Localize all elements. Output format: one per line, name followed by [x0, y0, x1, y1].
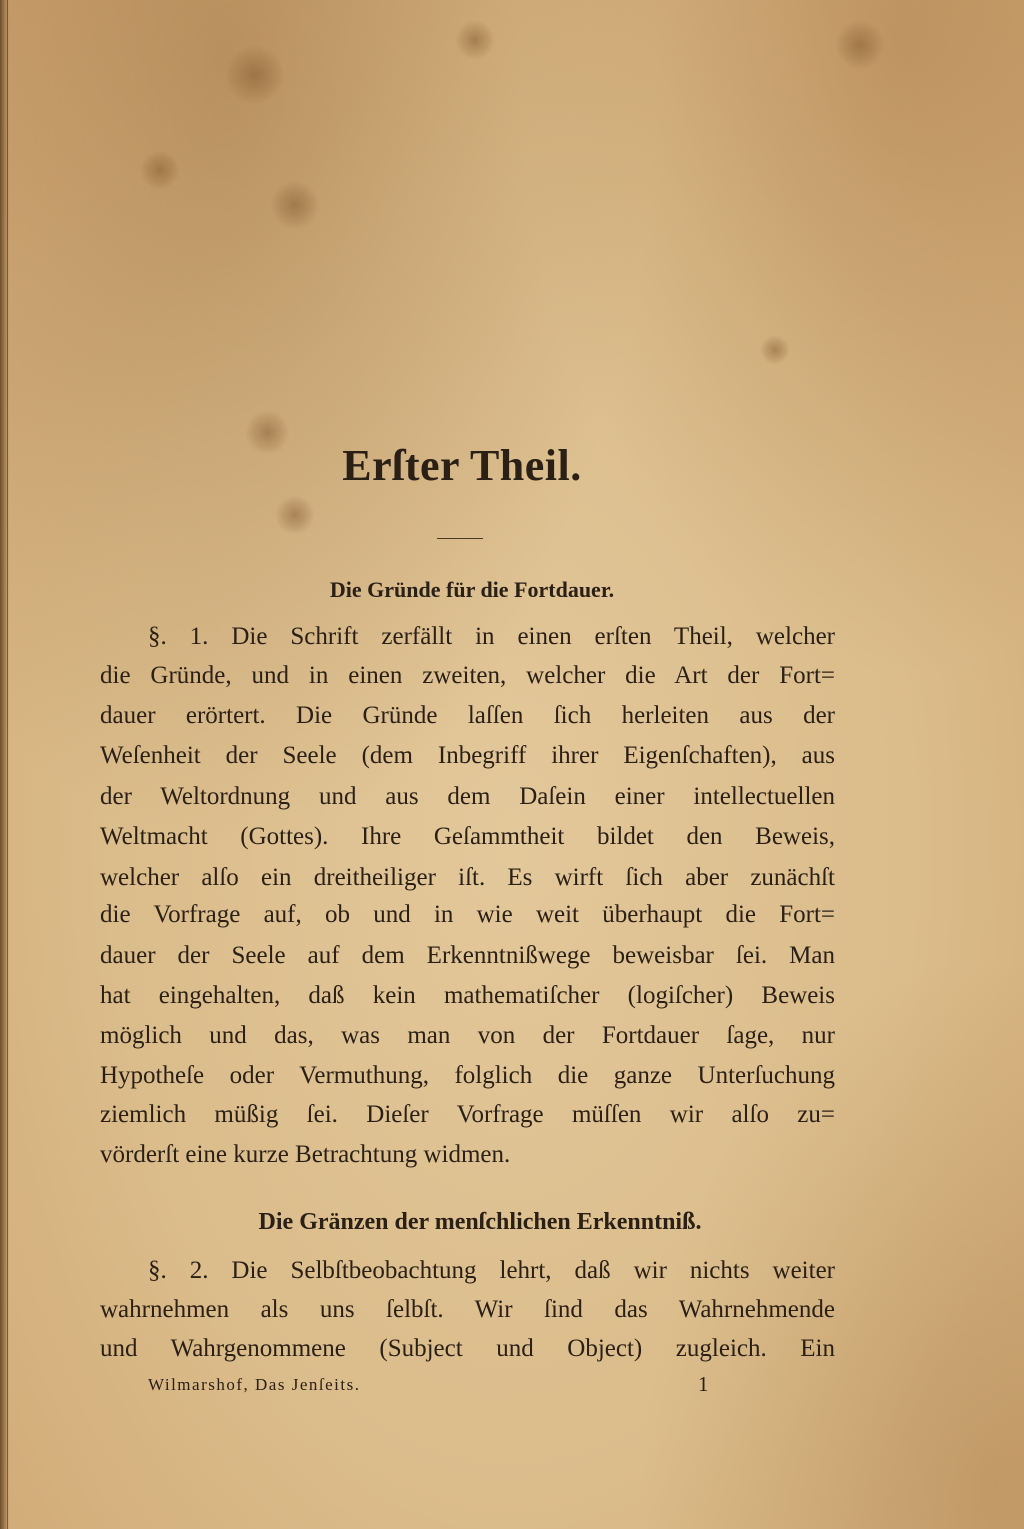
part-title: Erſter Theil. — [342, 441, 582, 490]
section-heading: Die Gränzen der menſchlichen Erkenntniß. — [258, 1209, 702, 1235]
foxing-stain — [275, 495, 315, 535]
text-line: dauer erörtert. Die Gründe laſſen ſich herleiten aus der — [100, 702, 835, 729]
text-line: der Weltordnung und aus dem Daſein einer intellectuellen — [100, 783, 835, 810]
foxing-stain — [760, 335, 790, 365]
text-line: hat eingehalten, daß kein mathematiſcher (logiſcher) Beweis — [100, 982, 835, 1009]
text-line: vörderſt eine kurze Betrachtung widmen. — [100, 1141, 511, 1168]
title-rule — [437, 538, 483, 539]
text-line: Weltmacht (Gottes). Ihre Geſammtheit bildet den Beweis, — [100, 823, 835, 850]
page-number: 1 — [698, 1372, 709, 1396]
text-line: §. 1. Die Schrift zerfällt in einen erſten Theil, welcher — [148, 623, 835, 650]
text-line: §. 2. Die Selbſtbeobachtung lehrt, daß wir nichts weiter — [148, 1257, 835, 1284]
section-heading: Die Gründe für die Fortdauer. — [329, 577, 615, 602]
text-line: Hypotheſe oder Vermuthung, folglich die ganze Unterſuchung — [100, 1062, 835, 1089]
foxing-stain — [835, 20, 885, 70]
binding-line — [7, 0, 8, 1529]
foxing-stain — [140, 150, 180, 190]
text-line: welcher alſo ein dreitheiliger iſt. Es wirft ſich aber zunächſt — [100, 864, 835, 891]
foxing-stain — [225, 45, 285, 105]
text-line: und Wahrgenommene (Subject und Object) zugleich. Ein — [100, 1335, 835, 1362]
text-line: ziemlich müßig ſei. Dieſer Vorfrage müſſen wir alſo zu= — [100, 1101, 835, 1128]
text-line: die Gründe, und in einen zweiten, welcher die Art der Fort= — [100, 662, 835, 689]
text-line: dauer der Seele auf dem Erkenntnißwege beweisbar ſei. Man — [100, 942, 835, 969]
text-line: wahrnehmen als uns ſelbſt. Wir ſind das Wahrnehmende — [100, 1296, 835, 1323]
text-line: möglich und das, was man von der Fortdauer ſage, nur — [100, 1022, 835, 1049]
running-footer: Wilmarshof, Das Jenſeits. — [148, 1375, 361, 1394]
text-line: Weſenheit der Seele (dem Inbegriff ihrer Eigenſchaften), aus — [100, 742, 835, 769]
text-line: die Vorfrage auf, ob und in wie weit überhaupt die Fort= — [100, 901, 835, 928]
foxing-stain — [270, 180, 320, 230]
foxing-stain — [455, 20, 495, 60]
